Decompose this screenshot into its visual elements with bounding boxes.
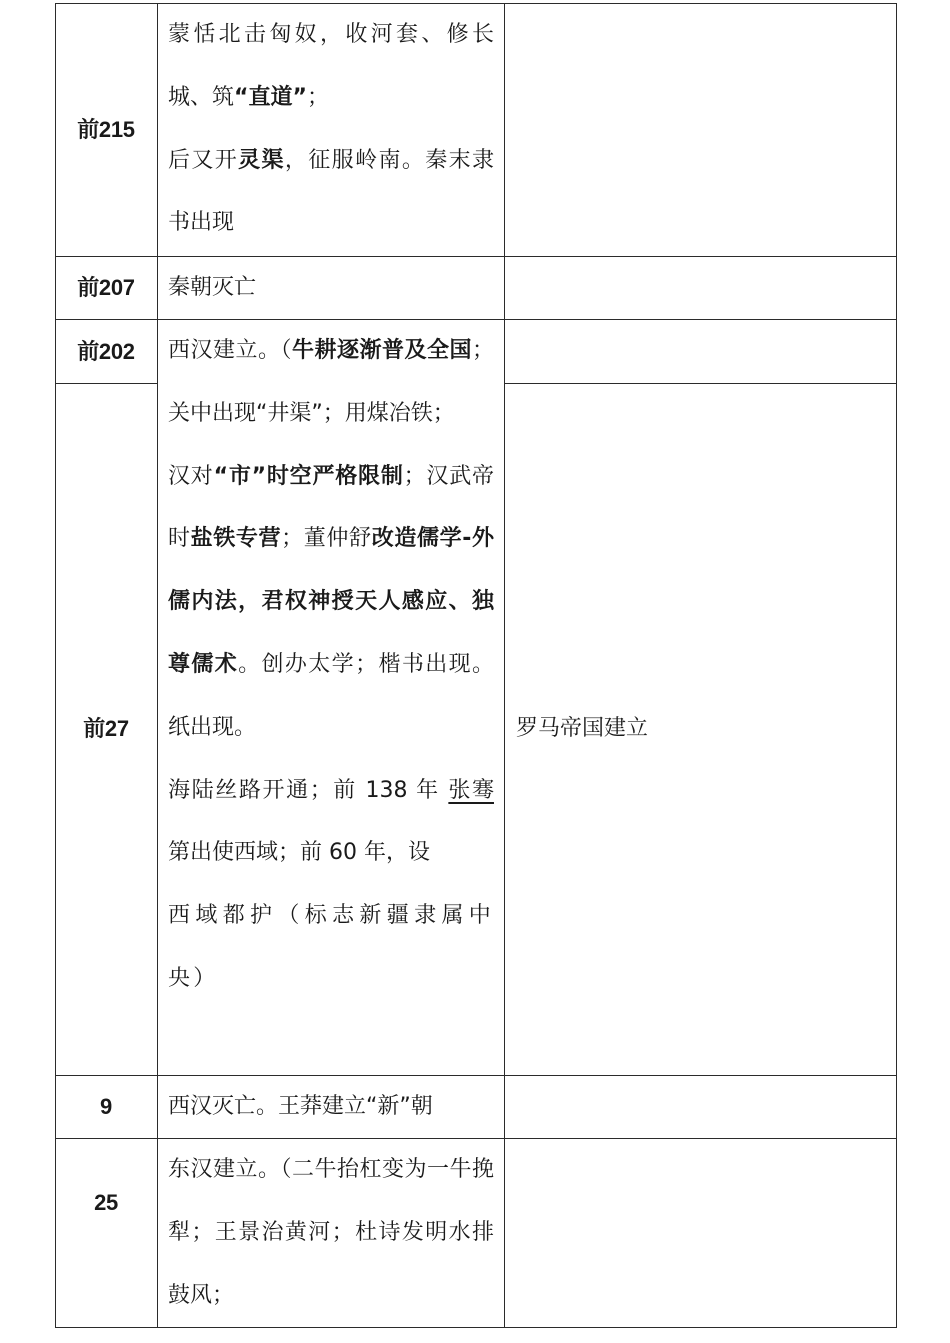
event-text: 西汉建立。（ bbox=[168, 338, 292, 363]
bold-phrase: 改造儒学-外儒内法，君权神授天人感应、独尊儒术 bbox=[168, 526, 494, 677]
year-cell: 25 bbox=[94, 1190, 118, 1215]
year-cell: 9 bbox=[100, 1094, 112, 1119]
event-paragraph bbox=[168, 4, 494, 130]
event-text: 海陆丝路开通；前 138 年 bbox=[168, 777, 449, 803]
event-text: 西域都护（标志新疆隶属中央） bbox=[168, 903, 494, 991]
world-event-cell: 罗马帝国建立 bbox=[516, 716, 649, 741]
event-text: ；董仲舒 bbox=[281, 526, 372, 552]
year-cell: 前207 bbox=[77, 275, 135, 300]
year-cell: 前27 bbox=[83, 716, 129, 741]
bold-phrase: “直道” bbox=[234, 84, 307, 110]
event-paragraph bbox=[168, 760, 494, 886]
event-paragraph bbox=[168, 130, 494, 256]
event-text: 西汉灭亡。王莽建立“新”朝 bbox=[168, 1094, 433, 1119]
event-text: 秦朝灭亡 bbox=[168, 275, 257, 300]
event-cell bbox=[168, 4, 494, 255]
year-cell: 前202 bbox=[77, 339, 135, 364]
event-text: ；汉武帝时 bbox=[168, 463, 494, 552]
table-rule bbox=[504, 3, 505, 1328]
table-rule bbox=[157, 3, 158, 1328]
event-paragraph bbox=[168, 885, 494, 1011]
event-text: 后又开 bbox=[168, 147, 239, 173]
event-text: ，征服岭南。秦末隶书出现 bbox=[168, 147, 494, 236]
event-text: ；关中出现“井渠”；用煤冶铁； bbox=[168, 338, 494, 426]
year-cell: 前215 bbox=[77, 117, 135, 142]
event-paragraph bbox=[168, 320, 494, 446]
event-paragraph bbox=[168, 1076, 494, 1139]
event-text: 第出使西域；前 60 年，设 bbox=[168, 840, 430, 866]
event-cell bbox=[168, 257, 494, 320]
bold-phrase: “市”时空严格限制 bbox=[213, 463, 404, 489]
event-text: ； bbox=[306, 84, 329, 110]
event-text: 蒙恬北击匈奴，收河套、修长城、筑 bbox=[168, 22, 494, 110]
table-rule bbox=[896, 3, 897, 1328]
event-paragraph bbox=[168, 257, 494, 320]
bold-phrase: 盐铁专营 bbox=[190, 526, 282, 552]
event-paragraph bbox=[168, 446, 494, 760]
bold-phrase: 牛耕逐渐普及全国 bbox=[291, 338, 472, 363]
event-text: 。创办太学；楷书出现。纸出现。 bbox=[168, 651, 494, 740]
table-rule bbox=[55, 383, 157, 384]
event-paragraph bbox=[168, 1139, 494, 1327]
underlined-name: 张骞 bbox=[448, 777, 494, 803]
event-cell bbox=[168, 1139, 494, 1327]
bold-phrase: 灵渠 bbox=[238, 147, 285, 173]
table-rule bbox=[55, 3, 56, 1328]
event-cell bbox=[168, 1076, 494, 1139]
event-text: 东汉建立。（二牛抬杠变为一牛挽犁；王景治黄河；杜诗发明水排鼓风； bbox=[168, 1157, 494, 1308]
table-rule bbox=[504, 383, 897, 384]
event-cell bbox=[168, 320, 494, 1011]
event-text: 汉对 bbox=[168, 463, 214, 489]
